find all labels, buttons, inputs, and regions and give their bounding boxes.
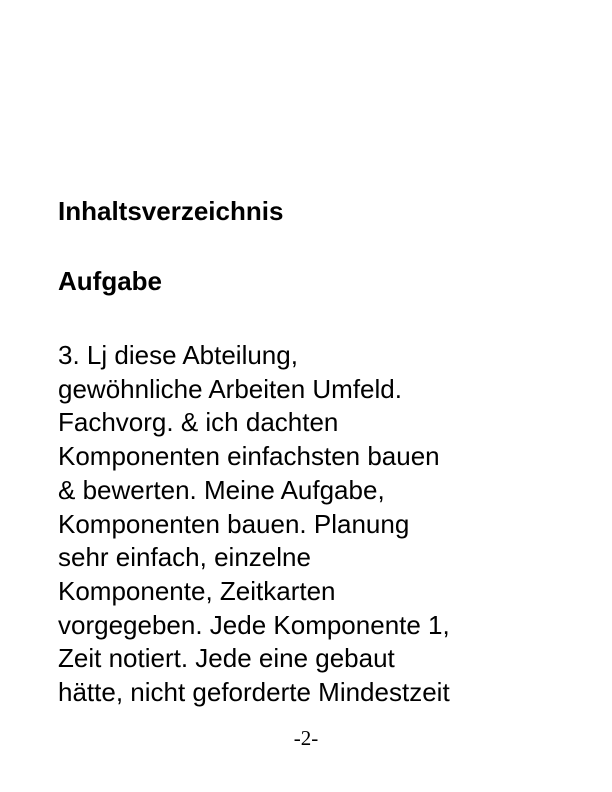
body-paragraph (58, 339, 568, 710)
body-line: Komponente, Zeitkarten (58, 575, 336, 606)
page-number: -2- (293, 726, 319, 750)
body-line: Komponenten einfachsten bauen (58, 441, 440, 472)
body-line: Komponenten bauen. Planung (58, 508, 410, 539)
body-line: 3. Lj diese Abteilung, (58, 340, 298, 370)
body-line: gewöhnliche Arbeiten Umfeld. (58, 373, 402, 404)
page-title: Inhaltsverzeichnis (58, 196, 284, 226)
body-line: vorgegeben. Jede Komponente 1, (58, 609, 450, 640)
body-line: Zeit notiert. Jede eine gebaut (58, 643, 395, 674)
body-line: & bewerten. Meine Aufgabe, (58, 474, 385, 505)
section-heading: Aufgabe (58, 266, 162, 296)
body-line: hätte, nicht geforderte Mindestzeit (58, 677, 450, 708)
body-line: sehr einfach, einzelne (58, 542, 311, 573)
body-line: Fachvorg. & ich dachten (58, 407, 339, 438)
